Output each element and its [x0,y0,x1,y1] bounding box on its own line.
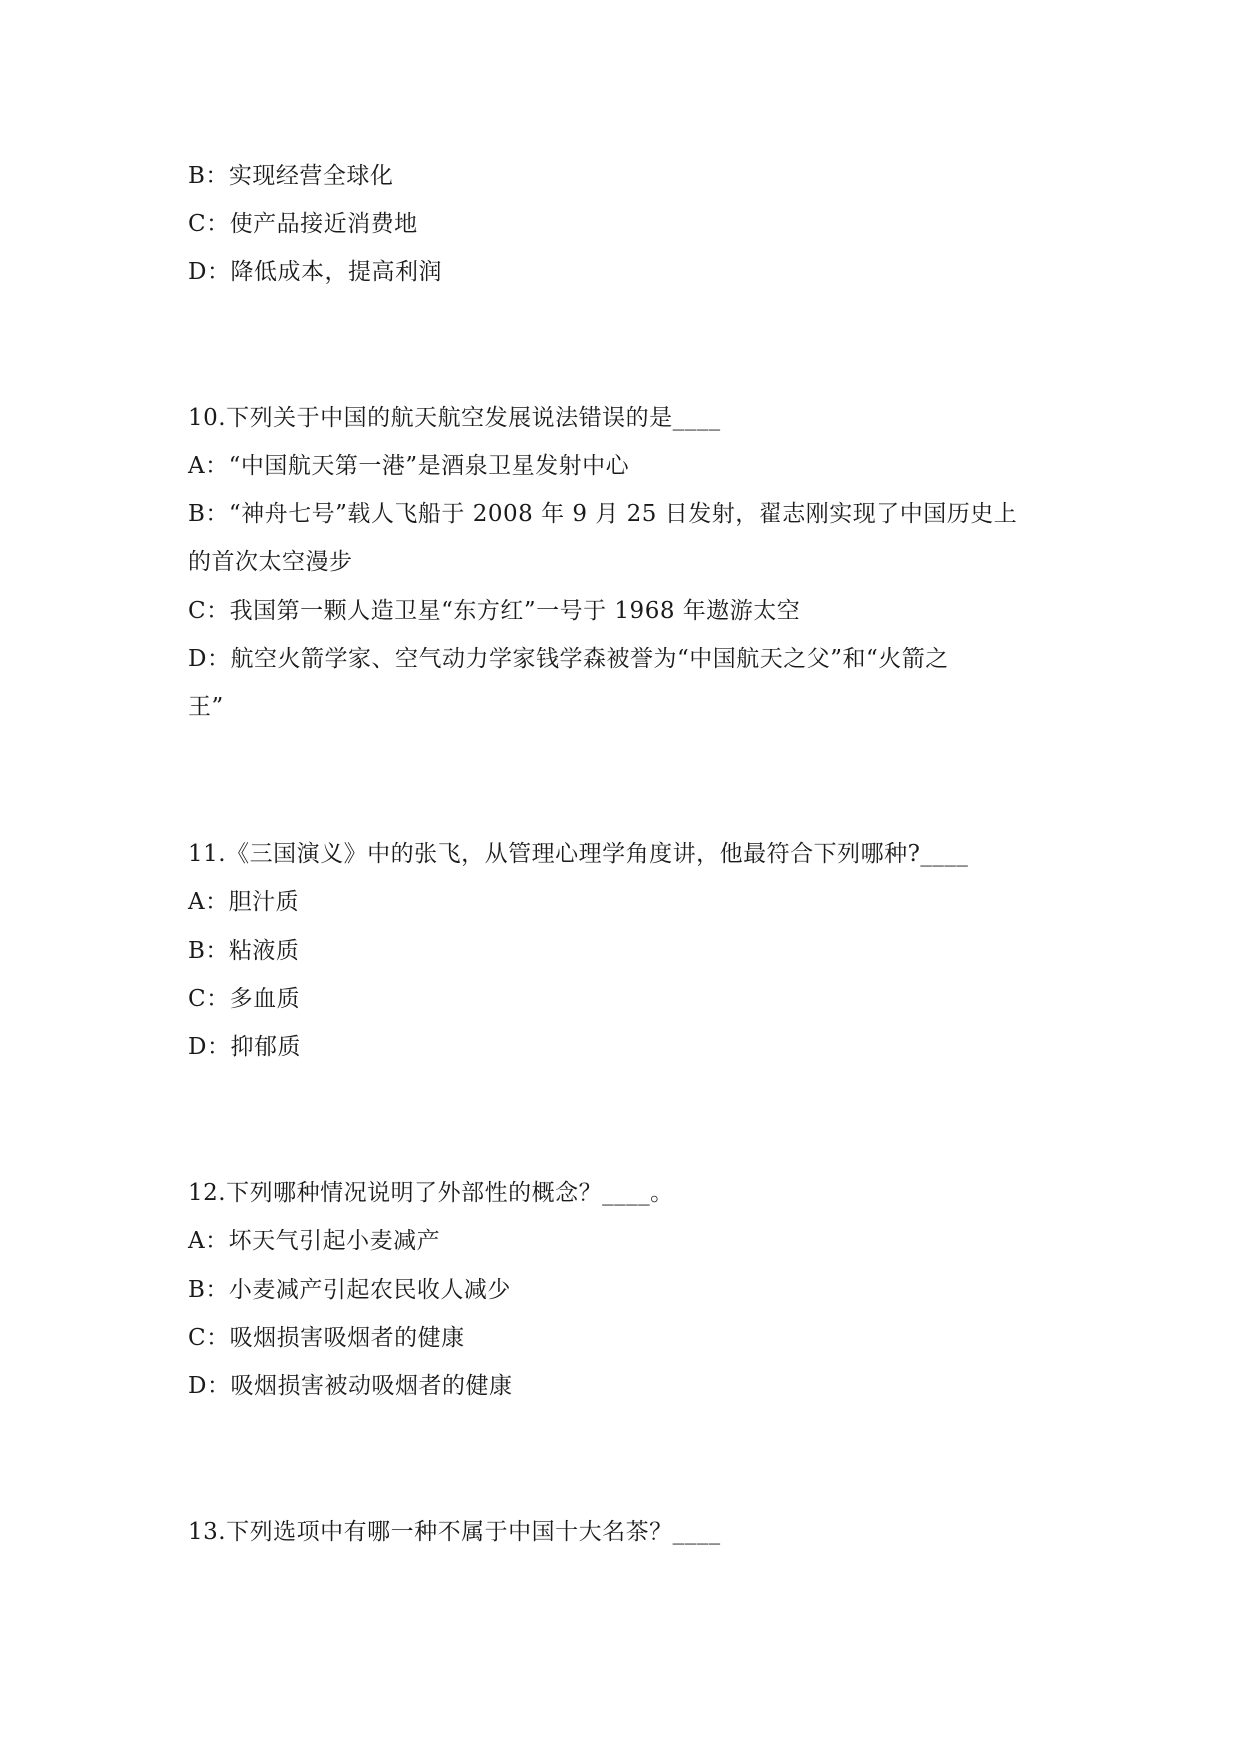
q9-option-d: D：降低成本，提高利润 [188,259,442,285]
q11-option-a: A：胆汁质 [188,889,300,915]
q12-stem: 12.下列哪种情况说明了外部性的概念？____。 [188,1180,674,1206]
q12-option-d: D：吸烟损害被动吸烟者的健康 [188,1373,513,1399]
q10-option-a: A：“中国航天第一港”是酒泉卫星发射中心 [188,453,630,479]
q11-option-b: B：粘液质 [188,938,300,964]
q11-stem: 11.《三国演义》中的张飞，从管理心理学角度讲，他最符合下列哪种?____ [188,841,969,867]
q10-option-d-line2: 王” [188,694,224,720]
q10-option-c: C：我国第一颗人造卫星“东方红”一号于 1968 年遨游太空 [188,598,801,624]
q10-option-b-line1: B：“神舟七号”载人飞船于 2008 年 9 月 25 日发射，翟志刚实现了中国历史上 [188,501,1018,527]
q11-option-d: D：抑郁质 [188,1034,301,1060]
q9-option-b: B：实现经营全球化 [188,163,394,189]
q12-option-b: B：小麦减产引起农民收人减少 [188,1277,511,1303]
q13-stem: 13.下列选项中有哪一种不属于中国十大名茶？____ [188,1519,721,1545]
q10-option-d-line1: D：航空火箭学家、空气动力学家钱学森被誉为“中国航天之父”和“火箭之 [188,646,949,672]
q11-option-c: C：多血质 [188,986,301,1012]
q10-option-b-line2: 的首次太空漫步 [188,549,353,575]
q9-option-c: C：使产品接近消费地 [188,211,418,237]
q12-option-c: C：吸烟损害吸烟者的健康 [188,1325,465,1351]
q12-option-a: A：坏天气引起小麦减产 [188,1228,441,1254]
q10-stem: 10.下列关于中国的航天航空发展说法错误的是____ [188,405,721,431]
